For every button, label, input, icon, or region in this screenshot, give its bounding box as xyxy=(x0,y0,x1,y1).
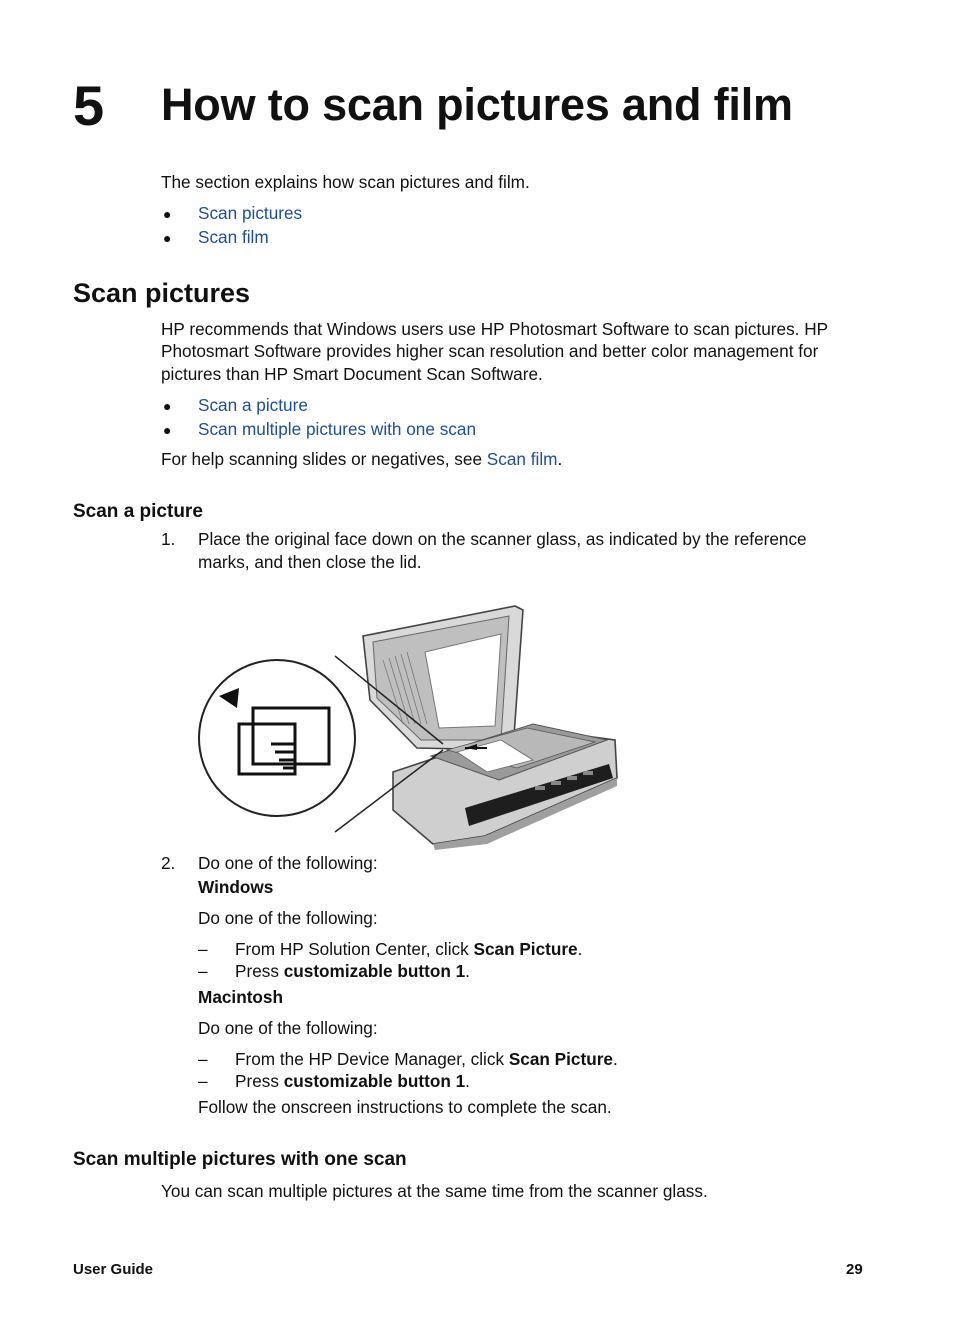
os-label-windows: Windows xyxy=(198,877,274,897)
macintosh-item-1: From the HP Device Manager, click Scan Picture. xyxy=(235,1049,618,1069)
link-scan-pictures[interactable]: Scan pictures xyxy=(198,203,303,223)
help-line: For help scanning slides or negatives, see Scan film. xyxy=(161,449,563,469)
step1-line-1: Place the original face down on the scanner glass, as indicated by the reference xyxy=(198,529,807,549)
follow-instructions: Follow the onscreen instructions to complete the scan. xyxy=(198,1097,612,1117)
scan-multiple-text: You can scan multiple pictures at the same time from the scanner glass. xyxy=(161,1181,708,1201)
os-label-macintosh: Macintosh xyxy=(198,987,283,1007)
scan-pictures-para-line-3: pictures than HP Smart Document Scan Software. xyxy=(161,364,543,384)
step2-text: Do one of the following: xyxy=(198,853,378,873)
scanner-illustration xyxy=(195,600,625,850)
footer-page-number: 29 xyxy=(846,1261,863,1278)
windows-item-1: From HP Solution Center, click Scan Picture. xyxy=(235,939,583,959)
subheading-scan-multiple: Scan multiple pictures with one scan xyxy=(73,1149,407,1170)
bullet-icon: ● xyxy=(163,206,172,222)
step-number: 2. xyxy=(161,853,176,873)
bullet-icon: ● xyxy=(163,398,172,414)
scan-pictures-para-line-2: Photosmart Software provides higher scan resolution and better color management for xyxy=(161,341,819,361)
dash-marker: – xyxy=(198,961,208,981)
dash-marker: – xyxy=(198,1071,208,1091)
bullet-icon: ● xyxy=(163,422,172,438)
link-scan-a-picture[interactable]: Scan a picture xyxy=(198,395,308,415)
link-scan-multiple[interactable]: Scan multiple pictures with one scan xyxy=(198,419,477,439)
scan-pictures-para-line-1: HP recommends that Windows users use HP Photosmart Software to scan pictures. HP xyxy=(161,319,829,339)
macintosh-item-2: Press customizable button 1. xyxy=(235,1071,470,1091)
intro-text: The section explains how scan pictures and film. xyxy=(161,172,530,192)
windows-item-2: Press customizable button 1. xyxy=(235,961,470,981)
step1-line-2: marks, and then close the lid. xyxy=(198,552,422,572)
macintosh-intro: Do one of the following: xyxy=(198,1018,378,1038)
step-number: 1. xyxy=(161,529,176,549)
bullet-icon: ● xyxy=(163,230,172,246)
windows-intro: Do one of the following: xyxy=(198,908,378,928)
subheading-scan-a-picture: Scan a picture xyxy=(73,501,203,522)
chapter-number: 5 xyxy=(73,74,105,137)
link-scan-film-inline[interactable]: Scan film xyxy=(486,449,558,469)
dash-marker: – xyxy=(198,939,208,959)
section-heading-scan-pictures: Scan pictures xyxy=(73,278,251,308)
chapter-title: How to scan pictures and film xyxy=(161,79,793,130)
footer-guide-name: User Guide xyxy=(73,1261,154,1278)
link-scan-film[interactable]: Scan film xyxy=(198,227,269,247)
dash-marker: – xyxy=(198,1049,208,1069)
